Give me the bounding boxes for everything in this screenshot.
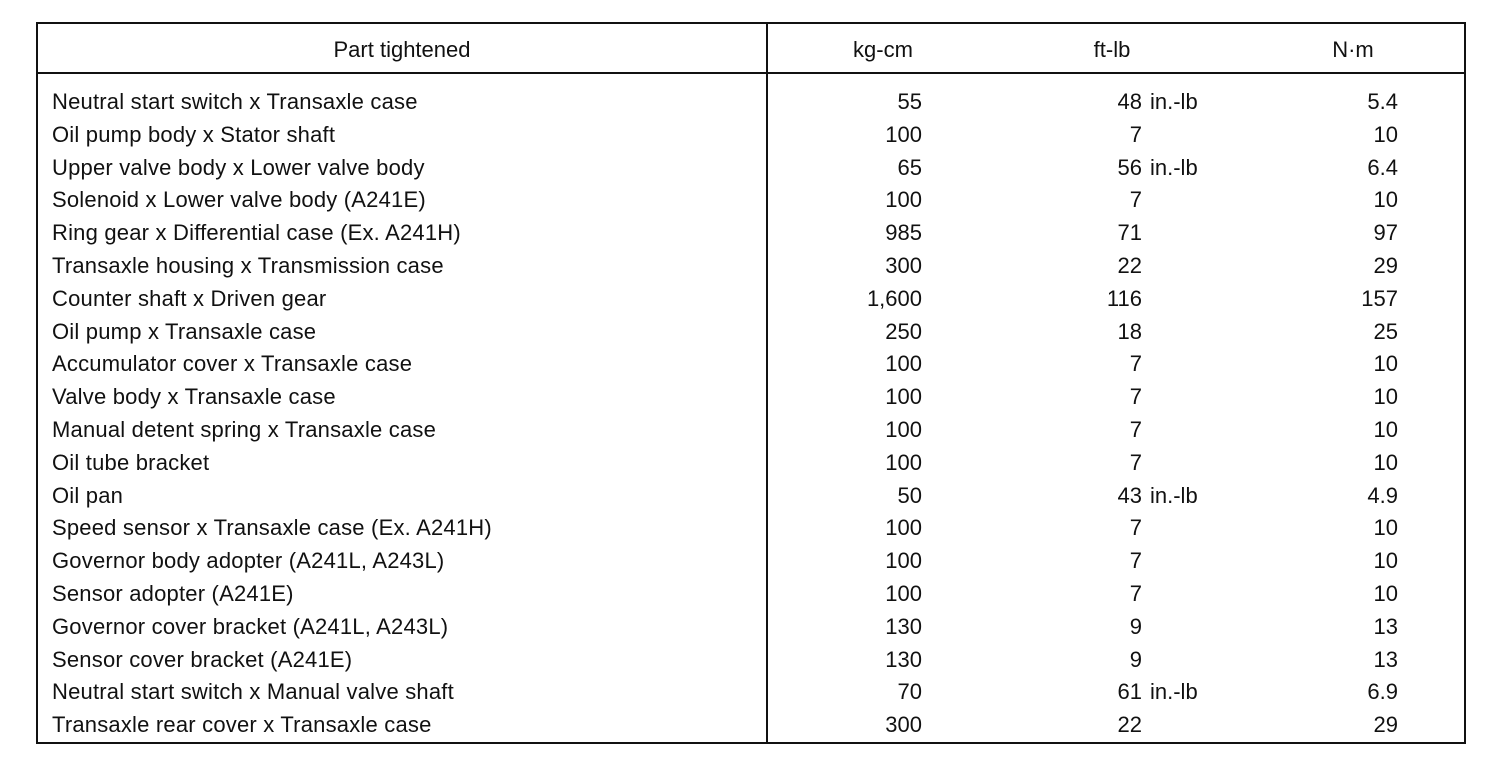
kg-cm-cell: 250 bbox=[885, 318, 922, 344]
part-cell: Speed sensor x Transaxle case (Ex. A241H) bbox=[52, 515, 492, 541]
n-m-cell: 5.4 bbox=[1367, 89, 1398, 114]
table-row bbox=[38, 86, 1464, 119]
kg-cm-cell: 100 bbox=[885, 416, 922, 442]
ft-lb-cell: 56 bbox=[1117, 154, 1142, 180]
ft-lb-cell: 7 bbox=[1129, 121, 1142, 147]
ft-lb-cell: 71 bbox=[1117, 220, 1142, 246]
n-m-cell: 10 bbox=[1373, 416, 1398, 442]
ft-lb-cell: 18 bbox=[1117, 318, 1142, 344]
table-row bbox=[38, 644, 1464, 677]
part-cell: Transaxle rear cover x Transaxle case bbox=[52, 712, 432, 738]
table-row bbox=[38, 316, 1464, 349]
ft-lb-cell: 9 bbox=[1129, 613, 1142, 639]
n-m-cell: 10 bbox=[1373, 187, 1398, 213]
ft-lb-cell: 7 bbox=[1129, 351, 1142, 377]
n-m-cell: 10 bbox=[1373, 515, 1398, 541]
table-row bbox=[38, 381, 1464, 414]
n-m-cell: 10 bbox=[1373, 351, 1398, 377]
kg-cm-cell: 300 bbox=[885, 252, 922, 278]
table-row bbox=[38, 152, 1464, 185]
n-m-cell: 10 bbox=[1373, 449, 1398, 475]
ft-lb-cell: 22 bbox=[1117, 252, 1142, 278]
ft-lb-cell: 7 bbox=[1129, 384, 1142, 410]
n-m-cell: 10 bbox=[1373, 384, 1398, 410]
n-m-cell: 4.9 bbox=[1367, 482, 1398, 508]
ft-lb-cell: 22 bbox=[1117, 712, 1142, 738]
n-m-cell: 13 bbox=[1373, 646, 1398, 672]
n-m-cell: 6.4 bbox=[1367, 154, 1398, 180]
table-row bbox=[38, 348, 1464, 381]
n-m-cell: 10 bbox=[1373, 580, 1398, 606]
part-cell: Oil pump x Transaxle case bbox=[52, 318, 317, 344]
kg-cm-cell: 300 bbox=[885, 712, 922, 738]
table-row bbox=[38, 447, 1464, 480]
table-row bbox=[38, 250, 1464, 283]
table-row bbox=[38, 217, 1464, 250]
header-part-tightened: Part tightened bbox=[333, 37, 471, 62]
n-m-cell: 10 bbox=[1373, 548, 1398, 574]
table-row bbox=[38, 578, 1464, 611]
part-cell: Governor body adopter (A241L, A243L) bbox=[52, 548, 445, 574]
n-m-cell: 29 bbox=[1373, 712, 1398, 738]
ft-lb-cell: 9 bbox=[1129, 646, 1142, 672]
table-row bbox=[38, 709, 1464, 742]
part-cell: Ring gear x Differential case (Ex. A241H) bbox=[52, 220, 461, 246]
header-n-m: N·m bbox=[1332, 37, 1374, 62]
ft-lb-cell: 7 bbox=[1129, 187, 1142, 213]
kg-cm-cell: 100 bbox=[885, 449, 922, 475]
n-m-cell: 10 bbox=[1373, 121, 1398, 147]
table-row bbox=[38, 480, 1464, 513]
table-header bbox=[38, 24, 1464, 74]
n-m-cell: 6.9 bbox=[1367, 679, 1398, 705]
part-cell: Oil pan bbox=[52, 482, 124, 508]
part-cell: Counter shaft x Driven gear bbox=[52, 285, 327, 311]
part-cell: Accumulator cover x Transaxle case bbox=[52, 351, 413, 377]
kg-cm-cell: 100 bbox=[885, 515, 922, 541]
table-row bbox=[38, 545, 1464, 578]
ft-lb-cell: 43 bbox=[1117, 482, 1142, 508]
kg-cm-cell: 1,600 bbox=[866, 285, 922, 311]
table-row bbox=[38, 414, 1464, 447]
table-body bbox=[38, 86, 1464, 742]
kg-cm-cell: 130 bbox=[885, 613, 922, 639]
ft-lb-cell: 48 bbox=[1117, 89, 1142, 114]
torque-spec-table bbox=[36, 22, 1466, 744]
part-cell: Upper valve body x Lower valve body bbox=[52, 154, 425, 180]
kg-cm-cell: 100 bbox=[885, 351, 922, 377]
part-cell: Governor cover bracket (A241L, A243L) bbox=[52, 613, 449, 639]
ft-lb-cell: 61 bbox=[1117, 679, 1142, 705]
ft-lb-cell: 7 bbox=[1129, 548, 1142, 574]
table-row bbox=[38, 676, 1464, 709]
kg-cm-cell: 100 bbox=[885, 121, 922, 147]
kg-cm-cell: 100 bbox=[885, 384, 922, 410]
part-cell: Sensor cover bracket (A241E) bbox=[52, 646, 353, 672]
ft-lb-cell: 7 bbox=[1129, 416, 1142, 442]
kg-cm-cell: 65 bbox=[897, 154, 922, 180]
part-cell: Oil pump body x Stator shaft bbox=[52, 121, 336, 147]
part-cell: Transaxle housing x Transmission case bbox=[52, 252, 444, 278]
table-row bbox=[38, 611, 1464, 644]
ft-lb-cell: 7 bbox=[1129, 580, 1142, 606]
unit-cell: in.-lb bbox=[1150, 154, 1198, 180]
kg-cm-cell: 55 bbox=[897, 89, 922, 114]
unit-cell: in.-lb bbox=[1150, 482, 1198, 508]
n-m-cell: 97 bbox=[1373, 220, 1398, 246]
n-m-cell: 157 bbox=[1361, 285, 1398, 311]
table-row bbox=[38, 184, 1464, 217]
n-m-cell: 13 bbox=[1373, 613, 1398, 639]
n-m-cell: 29 bbox=[1373, 252, 1398, 278]
kg-cm-cell: 70 bbox=[897, 679, 922, 705]
ft-lb-cell: 7 bbox=[1129, 515, 1142, 541]
kg-cm-cell: 100 bbox=[885, 187, 922, 213]
unit-cell: in.-lb bbox=[1150, 679, 1198, 705]
part-cell: Manual detent spring x Transaxle case bbox=[52, 416, 437, 442]
ft-lb-cell: 7 bbox=[1129, 449, 1142, 475]
kg-cm-cell: 130 bbox=[885, 646, 922, 672]
unit-cell: in.-lb bbox=[1150, 89, 1198, 114]
table-row bbox=[38, 283, 1464, 316]
kg-cm-cell: 50 bbox=[897, 482, 922, 508]
part-cell: Sensor adopter (A241E) bbox=[52, 580, 294, 606]
table-row bbox=[38, 119, 1464, 152]
n-m-cell: 25 bbox=[1373, 318, 1398, 344]
kg-cm-cell: 985 bbox=[885, 220, 922, 246]
part-cell: Neutral start switch x Transaxle case bbox=[52, 89, 418, 114]
kg-cm-cell: 100 bbox=[885, 548, 922, 574]
table-row bbox=[38, 512, 1464, 545]
kg-cm-cell: 100 bbox=[885, 580, 922, 606]
part-cell: Solenoid x Lower valve body (A241E) bbox=[52, 187, 426, 213]
header-kg-cm: kg-cm bbox=[853, 37, 913, 62]
part-cell: Valve body x Transaxle case bbox=[52, 384, 336, 410]
part-cell: Oil tube bracket bbox=[52, 449, 210, 475]
ft-lb-cell: 116 bbox=[1106, 285, 1142, 311]
header-ft-lb: ft-lb bbox=[1093, 37, 1131, 62]
part-cell: Neutral start switch x Manual valve shaft bbox=[52, 679, 454, 705]
